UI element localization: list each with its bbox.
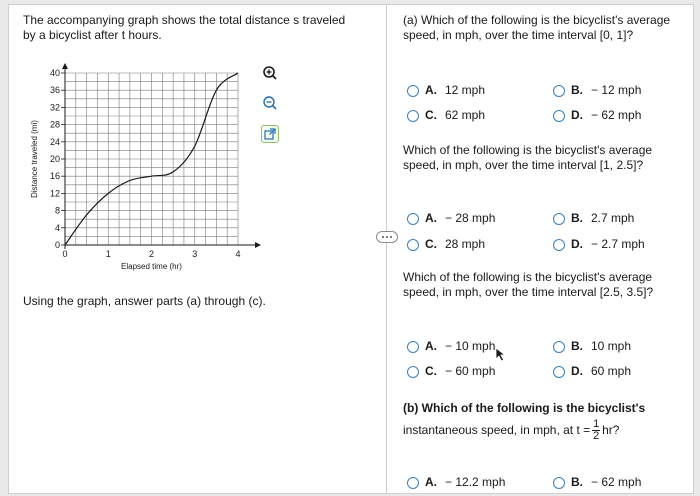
zoom-in-icon[interactable] <box>261 64 279 82</box>
option-a3-D[interactable]: D. 60 mph <box>553 364 631 379</box>
x-tick-label: 0 <box>62 249 68 259</box>
pop-out-icon[interactable] <box>261 125 279 143</box>
radio-button[interactable] <box>407 366 419 378</box>
y-tick-label: 20 <box>49 154 60 164</box>
resize-handle[interactable] <box>376 231 398 243</box>
y-tick-label: 4 <box>54 222 60 233</box>
question-panel <box>8 4 694 494</box>
radio-button[interactable] <box>553 110 565 122</box>
radio-button[interactable] <box>407 213 419 225</box>
y-tick-label: 32 <box>49 102 60 113</box>
radio-button[interactable] <box>407 85 419 97</box>
radio-button[interactable] <box>553 366 565 378</box>
distance-chart-svg <box>23 63 273 283</box>
y-tick-label: 16 <box>49 171 60 182</box>
question-a3: Which of the following is the bicyclist's average speed, in mph, over the time interval [2.5, 3.5]? <box>403 270 654 299</box>
x-tick-label: 1 <box>105 249 111 259</box>
question-b-line2: instantaneous speed, in mph, at t = $\frac{1}{2}$ hr? <box>403 418 620 442</box>
radio-button[interactable] <box>407 110 419 122</box>
option-a3-C[interactable]: C. − 60 mph <box>407 364 495 379</box>
option-b-B[interactable]: B. − 62 mph <box>553 475 641 490</box>
option-a2-B[interactable]: B. 2.7 mph <box>553 211 634 226</box>
radio-button[interactable] <box>553 239 565 251</box>
y-tick-label: 24 <box>49 136 60 147</box>
option-a3-B[interactable]: B. 10 mph <box>553 339 631 354</box>
x-tick-label: 2 <box>148 249 155 259</box>
y-tick-label: 36 <box>49 85 60 96</box>
option-a1-D[interactable]: D. − 62 mph <box>553 108 641 123</box>
distance-graph <box>23 63 273 283</box>
y-tick-label: 0 <box>54 240 60 250</box>
option-a2-C[interactable]: C. 28 mph <box>407 237 485 252</box>
y-tick-label: 40 <box>49 68 60 78</box>
mouse-cursor-icon <box>495 347 507 363</box>
problem-intro: The accompanying graph shows the total distance s traveled by a bicyclist after t hours. <box>23 13 346 42</box>
x-axis-label: Elapsed time (hr) <box>121 262 182 271</box>
instruction-text: Using the graph, answer parts (a) through (c). <box>23 294 266 308</box>
question-b-line1: (b) Which of the following is the bicyclist's <box>403 401 646 415</box>
radio-button[interactable] <box>407 341 419 353</box>
question-a1: (a) Which of the following is the bicyclist's average speed, in mph, over the time interval [0, 1]? <box>403 13 671 42</box>
y-tick-label: 28 <box>49 119 60 130</box>
option-a2-D[interactable]: D. − 2.7 mph <box>553 237 645 252</box>
x-axis-arrow <box>255 242 261 248</box>
option-a1-C[interactable]: C. 62 mph <box>407 108 485 123</box>
zoom-out-icon[interactable] <box>261 94 279 112</box>
panel-divider <box>386 5 387 493</box>
radio-button[interactable] <box>553 213 565 225</box>
radio-button[interactable] <box>407 239 419 251</box>
question-a2: Which of the following is the bicyclist's average speed, in mph, over the time interval [1, 2.5]? <box>403 143 653 172</box>
option-a1-B[interactable]: B. − 12 mph <box>553 83 641 98</box>
x-tick-label: 3 <box>192 249 198 259</box>
option-a3-A[interactable]: A. − 10 mph <box>407 339 495 354</box>
fraction-one-half: $\frac{1}{2}$ <box>593 418 600 442</box>
radio-button[interactable] <box>553 341 565 353</box>
y-axis-arrow <box>62 63 68 69</box>
x-tick-label: 4 <box>235 249 241 259</box>
option-b-A[interactable]: A. − 12.2 mph <box>407 475 505 490</box>
y-axis-label: Distance traveled (mi) <box>30 120 39 198</box>
option-a1-A[interactable]: A. 12 mph <box>407 83 485 98</box>
radio-button[interactable] <box>553 477 565 489</box>
y-tick-label: 12 <box>49 188 60 199</box>
radio-button[interactable] <box>407 477 419 489</box>
radio-button[interactable] <box>553 85 565 97</box>
y-tick-label: 8 <box>54 205 60 216</box>
option-a2-A[interactable]: A. − 28 mph <box>407 211 495 226</box>
